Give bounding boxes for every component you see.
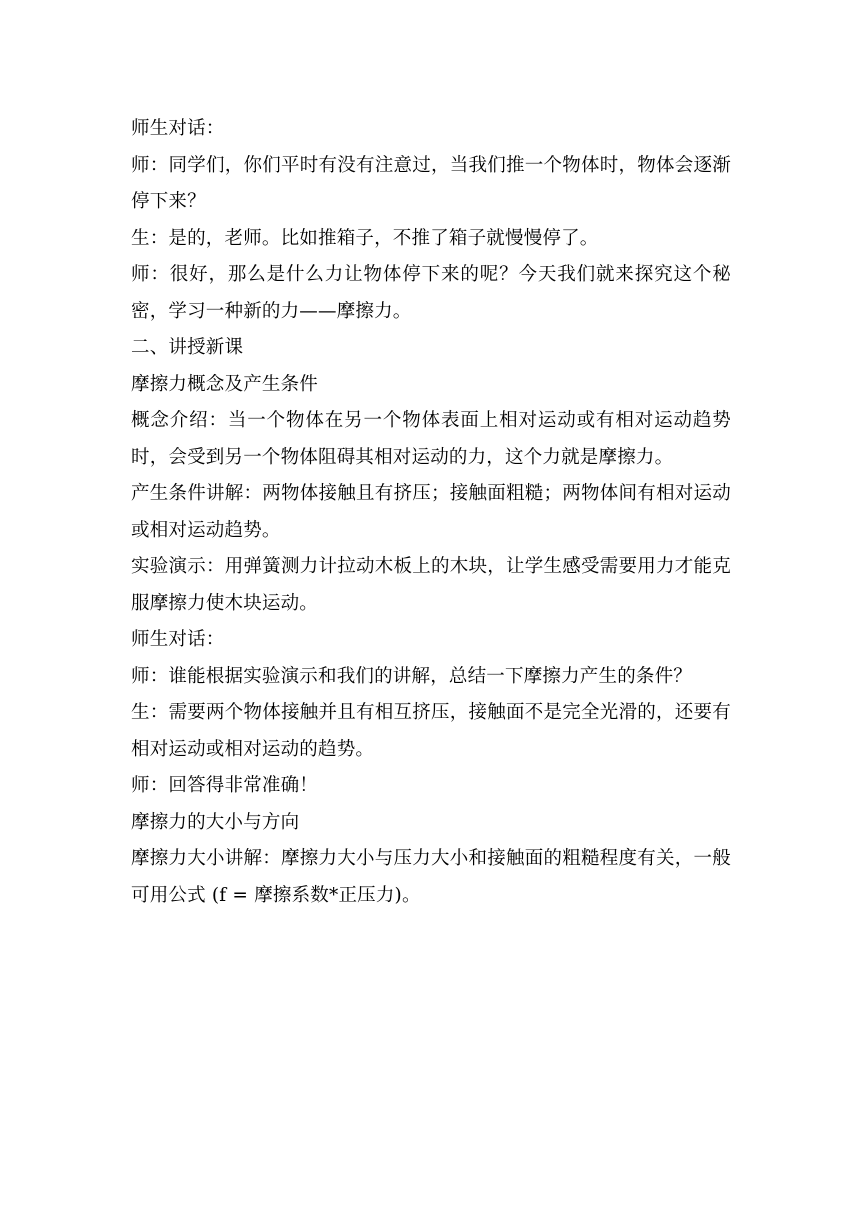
document-body — [131, 111, 731, 914]
student-line: 生：需要两个物体接触并且有相互挤压，接触面不是完全光滑的，还要有相对运动或相对运动的趋势。 — [131, 702, 731, 760]
teacher-line: 师：谁能根据实验演示和我们的讲解，总结一下摩擦力产生的条件？ — [131, 665, 693, 687]
dialogue-heading: 师生对话： — [131, 118, 225, 139]
subsection-heading: 摩擦力概念及产生条件 — [131, 373, 319, 395]
student-line: 生：是的，老师。比如推箱子，不推了箱子就慢慢停了。 — [131, 227, 599, 249]
teacher-line: 师：回答得非常准确！ — [131, 775, 319, 796]
dialogue-heading: 师生对话： — [131, 629, 225, 650]
magnitude-paragraph: 摩擦力大小讲解：摩擦力大小与压力大小和接触面的粗糙程度有关，一般可用公式 (f = 摩擦系数*正压力)。 — [131, 848, 731, 906]
experiment-paragraph: 实验演示：用弹簧测力计拉动木板上的木块，让学生感受需要用力才能克服摩擦力使木块运动。 — [131, 556, 731, 614]
teacher-line: 师：很好，那么是什么力让物体停下来的呢？今天我们就来探究这个秘密，学习一种新的力——摩擦力。 — [131, 264, 731, 322]
conditions-paragraph: 产生条件讲解：两物体接触且有挤压；接触面粗糙；两物体间有相对运动或相对运动趋势。 — [131, 483, 731, 541]
teacher-line: 师：同学们，你们平时有没有注意过，当我们推一个物体时，物体会逐渐停下来？ — [131, 154, 731, 212]
concept-paragraph: 概念介绍：当一个物体在另一个物体表面上相对运动或有相对运动趋势时，会受到另一个物体阻碍其相对运动的力，这个力就是摩擦力。 — [131, 410, 731, 468]
section-heading: 二、讲授新课 — [131, 337, 244, 358]
subsection-heading: 摩擦力的大小与方向 — [131, 811, 300, 833]
